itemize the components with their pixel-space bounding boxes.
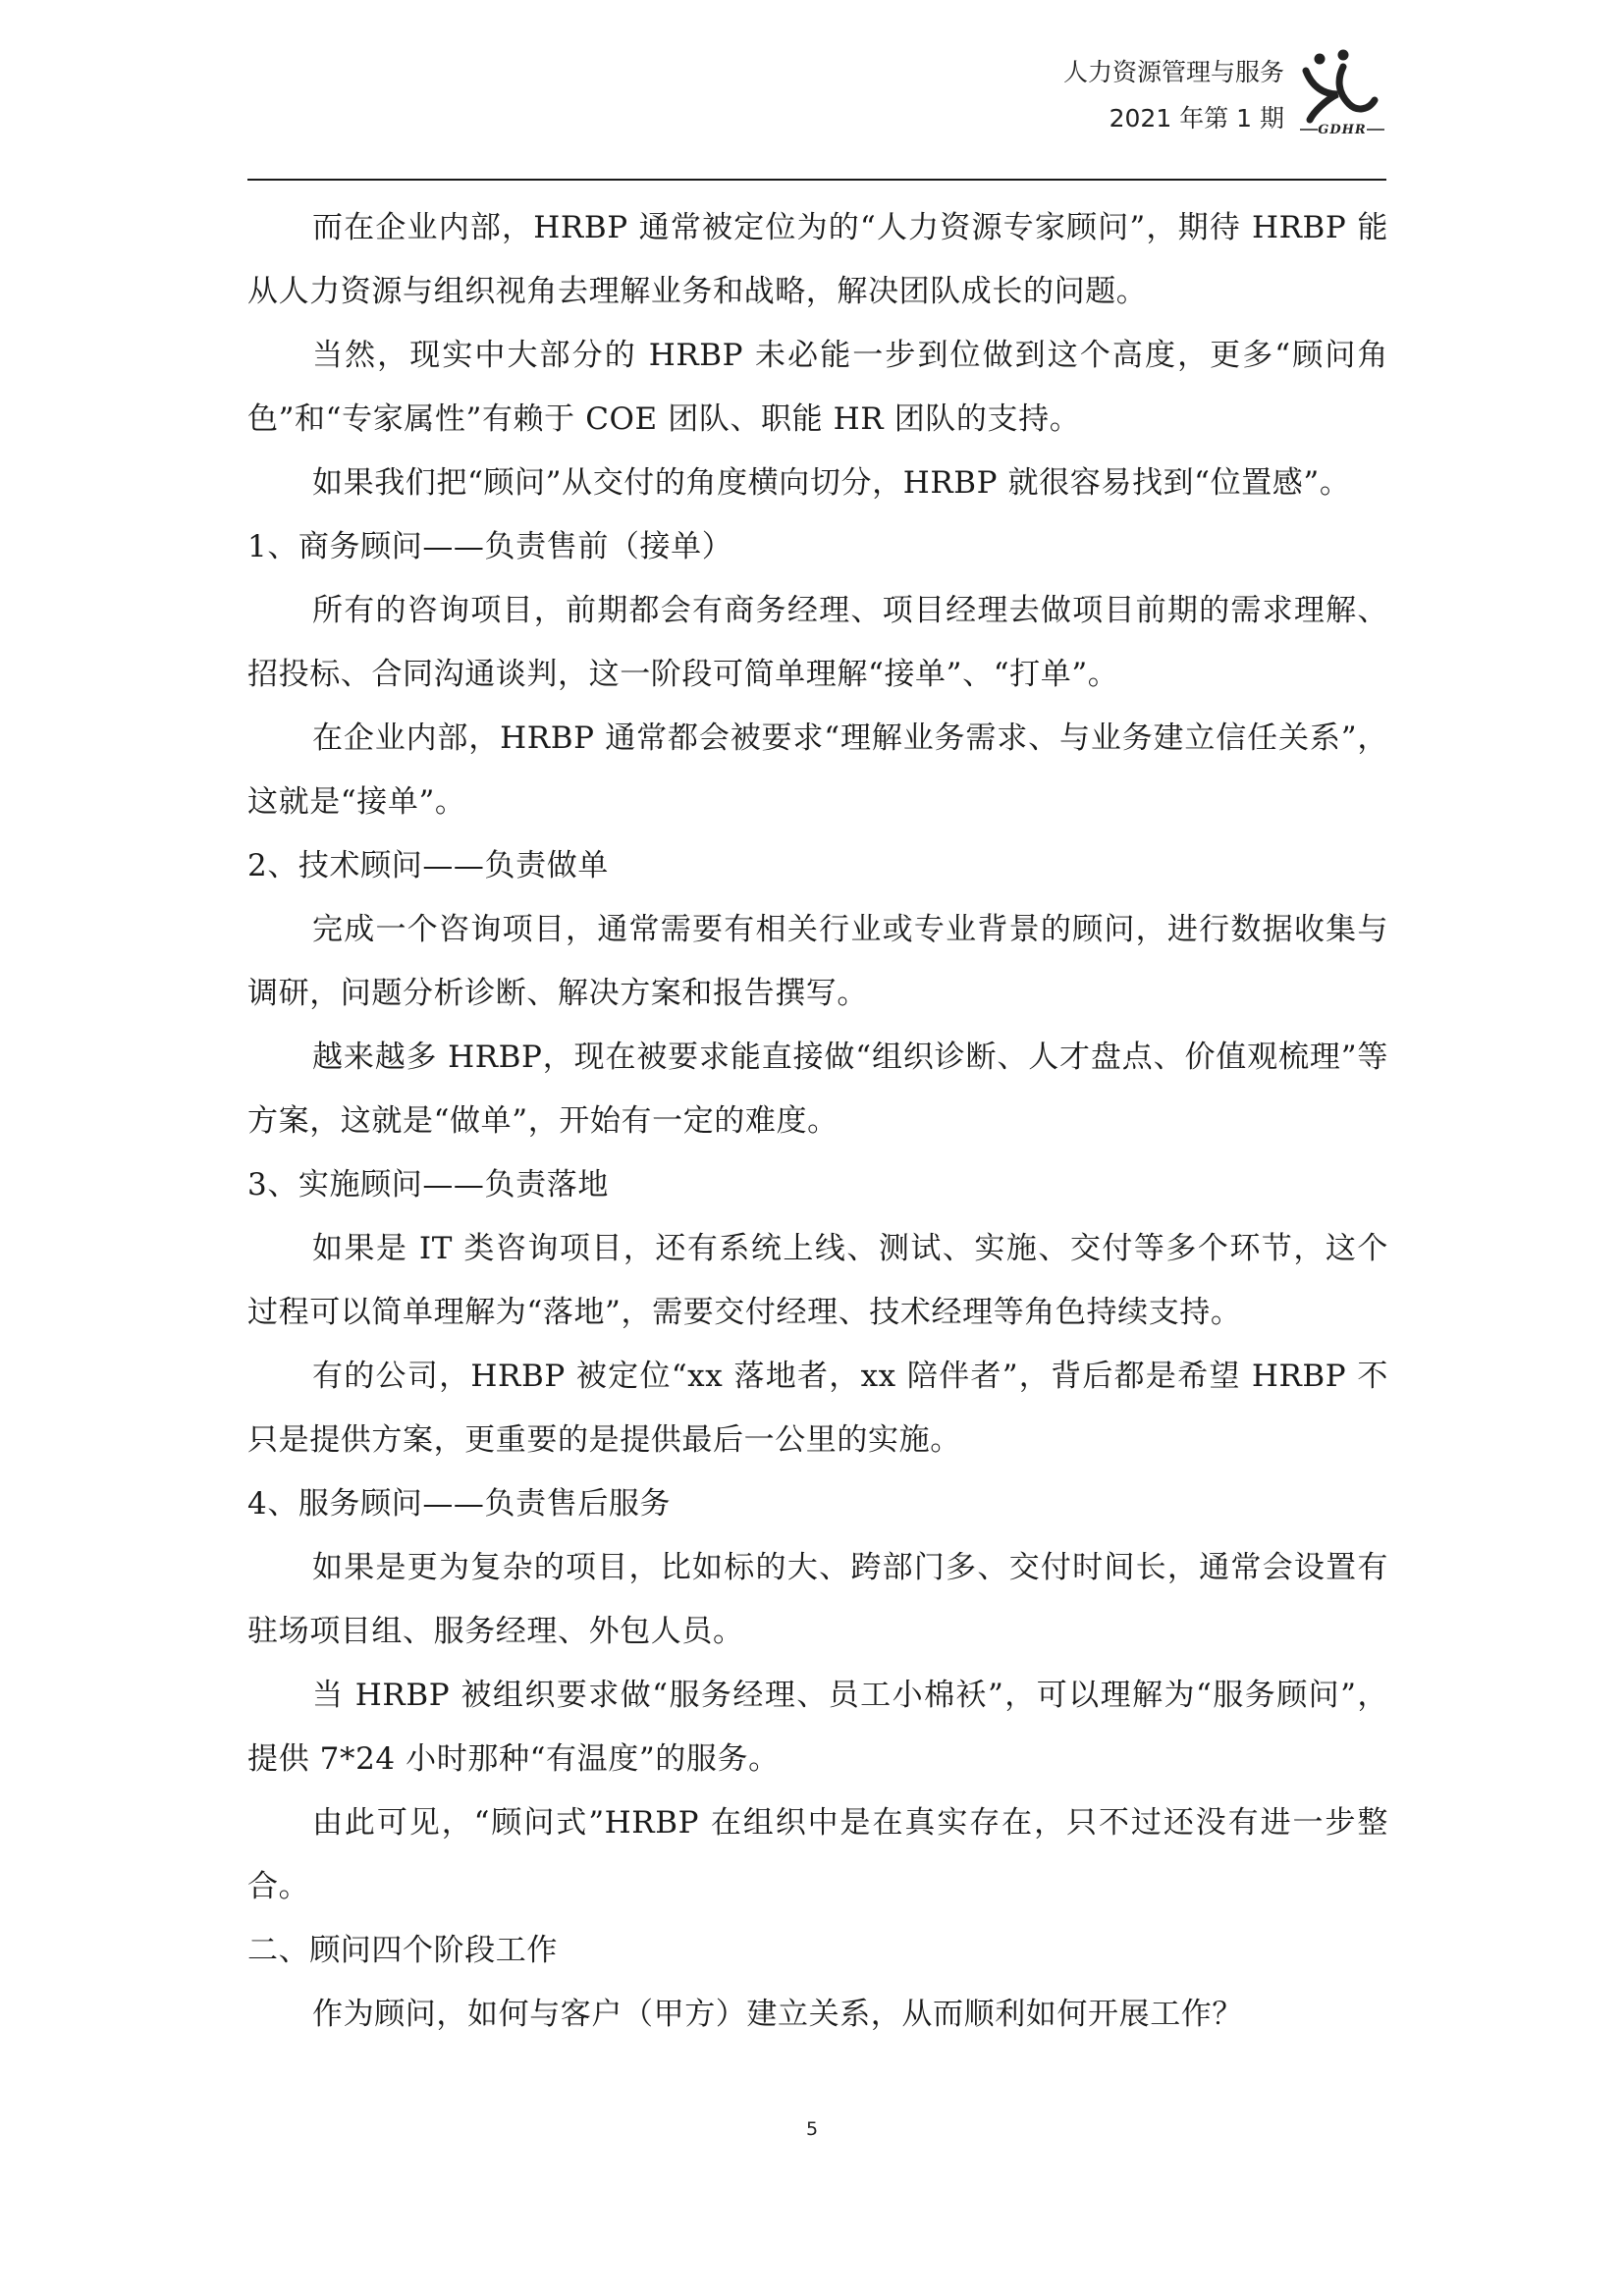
page-header: [247, 39, 1386, 181]
body-paragraph: 由此可见，“顾问式”HRBP 在组织中是在真实存在，只不过还没有进一步整合。: [247, 1805, 1388, 1904]
body-paragraph: 如果是 IT 类咨询项目，还有系统上线、测试、实施、交付等多个环节，这个过程可以简单理解为“落地”，需要交付经理、技术经理等角色持续支持。: [247, 1231, 1388, 1330]
section-heading: 二、顾问四个阶段工作: [247, 1933, 558, 1968]
body-paragraph: 越来越多 HRBP，现在被要求能直接做“组织诊断、人才盘点、价值观梳理”等方案，这就是“做单”，开始有一定的难度。: [247, 1040, 1388, 1139]
gdhr-logo: [1298, 49, 1386, 137]
body-paragraph: 如果我们把“顾问”从交付的角度横向切分，HRBP 就很容易找到“位置感”。: [312, 465, 1351, 501]
header-text: [1063, 49, 1284, 141]
logo-text: GDHR: [1318, 123, 1367, 137]
section-heading: 4、服务顾问——负责售后服务: [247, 1486, 672, 1522]
section-heading: 2、技术顾问——负责做单: [247, 848, 609, 883]
section-heading: 1、商务顾问——负责售前（接单）: [247, 529, 733, 564]
body-paragraph: 当然，现实中大部分的 HRBP 未必能一步到位做到这个高度，更多“顾问角色”和“专家属性”有赖于 COE 团队、职能 HR 团队的支持。: [247, 338, 1388, 437]
page-number: 5: [805, 2118, 819, 2140]
body-paragraph: 当 HRBP 被组织要求做“服务经理、员工小棉袄”，可以理解为“服务顾问”，提供 7*24 小时那种“有温度”的服务。: [247, 1678, 1388, 1777]
section-heading: 3、实施顾问——负责落地: [247, 1167, 609, 1202]
body-paragraph: 如果是更为复杂的项目，比如标的大、跨部门多、交付时间长，通常会设置有驻场项目组、服务经理、外包人员。: [247, 1550, 1388, 1649]
body-paragraph: 而在企业内部，HRBP 通常被定位为的“人力资源专家顾问”，期待 HRBP 能从人力资源与组织视角去理解业务和战略，解决团队成长的问题。: [247, 210, 1388, 309]
body-paragraph: 在企业内部，HRBP 通常都会被要求“理解业务需求、与业务建立信任关系”，这就是“接单”。: [247, 721, 1388, 820]
article-body: [247, 196, 1388, 2047]
body-paragraph: 有的公司，HRBP 被定位“xx 落地者，xx 陪伴者”，背后都是希望 HRBP 不只是提供方案，更重要的是提供最后一公里的实施。: [247, 1359, 1388, 1458]
issue-label: 2021 年第 1 期: [1109, 104, 1284, 133]
body-paragraph: 完成一个咨询项目，通常需要有相关行业或专业背景的顾问，进行数据收集与调研，问题分析诊断、解决方案和报告撰写。: [247, 912, 1388, 1011]
body-paragraph: 所有的咨询项目，前期都会有商务经理、项目经理去做项目前期的需求理解、招投标、合同沟通谈判，这一阶段可简单理解“接单”、“打单”。: [247, 593, 1388, 692]
body-paragraph: 作为顾问，如何与客户（甲方）建立关系，从而顺利如何开展工作？: [312, 1997, 1243, 2032]
journal-title: 人力资源管理与服务: [1062, 58, 1284, 86]
